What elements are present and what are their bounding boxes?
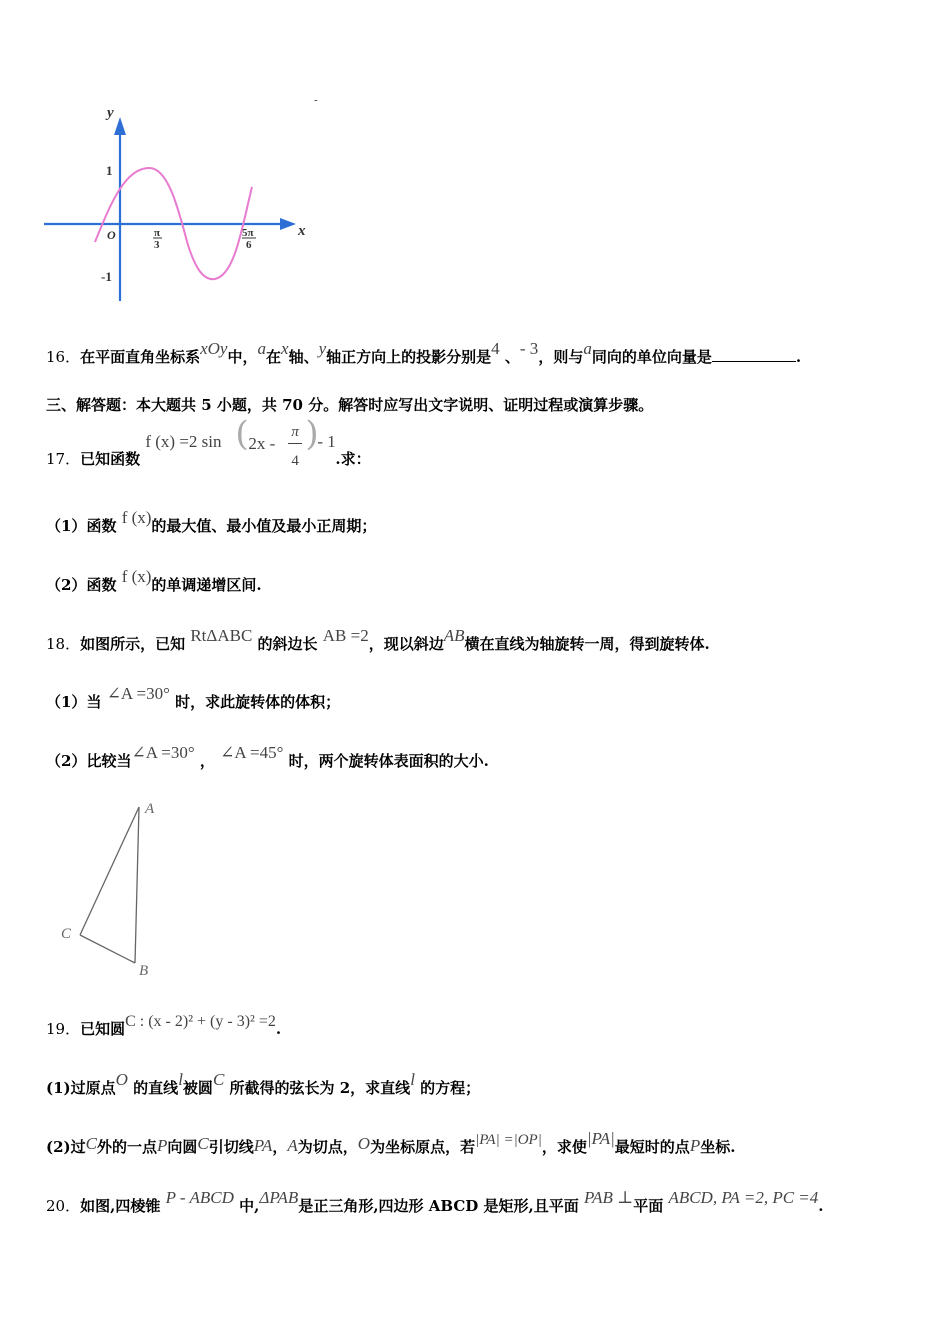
text: .	[795, 348, 802, 366]
text: 外的一点	[97, 1138, 158, 1156]
text: 横在直线为轴旋转一周，得到旋转体.	[464, 635, 710, 653]
text: ，则与	[538, 348, 584, 366]
math: a	[257, 339, 266, 358]
math: P - ABCD	[165, 1188, 234, 1207]
paren-left: (	[235, 414, 249, 454]
fraction-bar	[288, 443, 302, 444]
math: xOy	[200, 339, 228, 358]
part-label: （1）	[46, 693, 87, 711]
text: 当	[86, 693, 102, 711]
text: ，求使	[541, 1138, 587, 1156]
text: 的单调递增区间.	[151, 576, 262, 594]
math: y	[318, 339, 327, 358]
math: f (x)	[121, 508, 152, 527]
text: 过原点	[70, 1079, 116, 1097]
tick-5pi6-num: 5π	[242, 227, 254, 239]
question-number: 17．	[46, 450, 81, 468]
y-axis-arrow	[114, 117, 126, 135]
vertex-b-label: B	[139, 963, 149, 979]
text: 已知函数	[80, 450, 141, 468]
question-20	[46, 1188, 824, 1216]
math: ∠A =30°	[106, 684, 170, 703]
math: AB =2	[322, 626, 369, 645]
text: 平面	[633, 1197, 664, 1215]
vertex-c-label: C	[61, 926, 72, 942]
math: C : (x - 2)² + (y - 3)² =2	[125, 1013, 276, 1030]
text: 时，求此旋转体的体积；	[175, 693, 341, 711]
math: f (x) =2 sin	[145, 432, 222, 451]
text: 函数	[86, 576, 117, 594]
edge-ca	[80, 807, 139, 935]
question-number: 19．	[46, 1020, 81, 1038]
math: 4	[291, 453, 299, 469]
text: ，	[272, 1138, 288, 1156]
text: 是正三角形,四边形 ABCD 是矩形,且平面	[298, 1197, 579, 1215]
math: O	[357, 1134, 371, 1153]
x-axis-label: x	[298, 223, 306, 239]
text: 函数	[86, 517, 117, 535]
tick-pi3-num: π	[154, 227, 161, 239]
triangle-figure	[55, 795, 175, 985]
tick-pi3-den: 3	[154, 239, 160, 251]
math: PA	[253, 1136, 273, 1155]
math: |PA| =|OP|	[475, 1132, 542, 1148]
text: .	[275, 1020, 282, 1038]
text: .求：	[335, 450, 371, 468]
question-18	[46, 626, 710, 654]
text: ，现以斜边	[368, 635, 444, 653]
question-18-part-2	[46, 743, 489, 771]
math: AB	[443, 626, 465, 645]
part-label: （2）	[46, 752, 87, 770]
math: P	[689, 1136, 701, 1155]
part-label: （1）	[46, 517, 87, 535]
text: 过	[70, 1138, 86, 1156]
x-axis-arrow	[280, 218, 296, 230]
y-axis-label: y	[107, 105, 114, 121]
question-16	[46, 339, 802, 367]
question-number: 18．	[46, 635, 81, 653]
answer-blank[interactable]	[712, 347, 796, 362]
question-19-part-1	[46, 1070, 481, 1098]
math: l	[178, 1070, 183, 1089]
math: A	[287, 1136, 298, 1155]
part-label: (2)	[46, 1138, 71, 1156]
text: 所截得的弦长为 2，求直线	[229, 1079, 411, 1097]
text: 的最大值、最小值及最小正周期；	[151, 517, 377, 535]
tick-5pi6-den: 6	[246, 239, 252, 251]
math: ABCD, PA =2, PC =4	[668, 1188, 819, 1207]
text: 、	[504, 348, 520, 366]
text: 同向的单位向量是	[591, 348, 712, 366]
math: l	[410, 1070, 415, 1089]
math: ∠A =30°	[131, 743, 195, 762]
function-formula	[145, 414, 336, 469]
math: 2x -	[248, 434, 276, 453]
question-number: 20．	[46, 1197, 81, 1215]
math: C	[197, 1134, 209, 1153]
text: 在平面直角坐标系	[80, 348, 201, 366]
question-18-part-1	[46, 684, 341, 712]
text: 为切点，	[297, 1138, 358, 1156]
tick-one-label: 1	[106, 163, 113, 178]
text: .	[818, 1197, 824, 1215]
sine-graph-figure	[40, 95, 330, 310]
text: 向圆	[167, 1138, 198, 1156]
math: ΔPAB	[259, 1188, 299, 1207]
text: 坐标.	[700, 1138, 736, 1156]
math: RtΔABC	[190, 626, 253, 645]
math: P	[157, 1136, 168, 1155]
text: ，	[199, 752, 215, 770]
text: 如图,四棱锥	[80, 1197, 161, 1215]
math: x	[281, 339, 289, 358]
part-label: (1)	[46, 1079, 71, 1097]
question-17-part-2	[46, 567, 262, 595]
math: - 1	[317, 432, 336, 451]
text: 时，两个旋转体表面积的大小.	[288, 752, 489, 770]
text: 中,	[239, 1197, 260, 1215]
text: 轴、	[288, 348, 319, 366]
math: ∠A =45°	[220, 743, 284, 762]
question-19	[46, 1013, 282, 1040]
math: PAB ⊥	[583, 1188, 634, 1207]
edge-cb	[80, 935, 135, 963]
math: a	[583, 339, 592, 358]
text: 的方程；	[420, 1079, 481, 1097]
vertex-a-label: A	[145, 801, 155, 817]
math: O	[115, 1070, 128, 1089]
text: 已知圆	[80, 1020, 126, 1038]
text: 在	[266, 348, 282, 366]
text: 如图所示，已知	[80, 635, 186, 653]
question-number: 16．	[46, 348, 81, 366]
text: 的斜边长	[257, 635, 318, 653]
stray-mark: -	[314, 95, 318, 106]
text: 比较当	[86, 752, 132, 770]
tick-neg-one-label: -1	[101, 269, 112, 284]
text: 被圆	[182, 1079, 213, 1097]
text: 引切线	[208, 1138, 254, 1156]
origin-label: O	[107, 228, 116, 242]
math: C	[212, 1070, 225, 1089]
math: f (x)	[121, 567, 152, 586]
question-17	[46, 414, 371, 469]
math: π	[291, 424, 299, 440]
math: |PA|	[586, 1129, 615, 1148]
section-3-heading: 三、解答题：本大题共 5 小题，共 70 分。解答时应写出文字说明、证明过程或演算步骤。	[46, 396, 654, 414]
math: C	[85, 1134, 97, 1153]
question-19-part-2	[46, 1129, 736, 1158]
text: 轴正方向上的投影分别是	[326, 348, 492, 366]
math: - 3	[519, 339, 539, 358]
part-label: （2）	[46, 576, 87, 594]
text: 为坐标原点，若	[370, 1138, 476, 1156]
edge-ab	[135, 807, 139, 963]
math: 4	[491, 339, 500, 358]
paren-right: )	[305, 414, 319, 454]
text: 中，	[227, 348, 258, 366]
text: 最短时的点	[614, 1138, 690, 1156]
question-17-part-1	[46, 508, 377, 536]
text: 的直线	[133, 1079, 179, 1097]
